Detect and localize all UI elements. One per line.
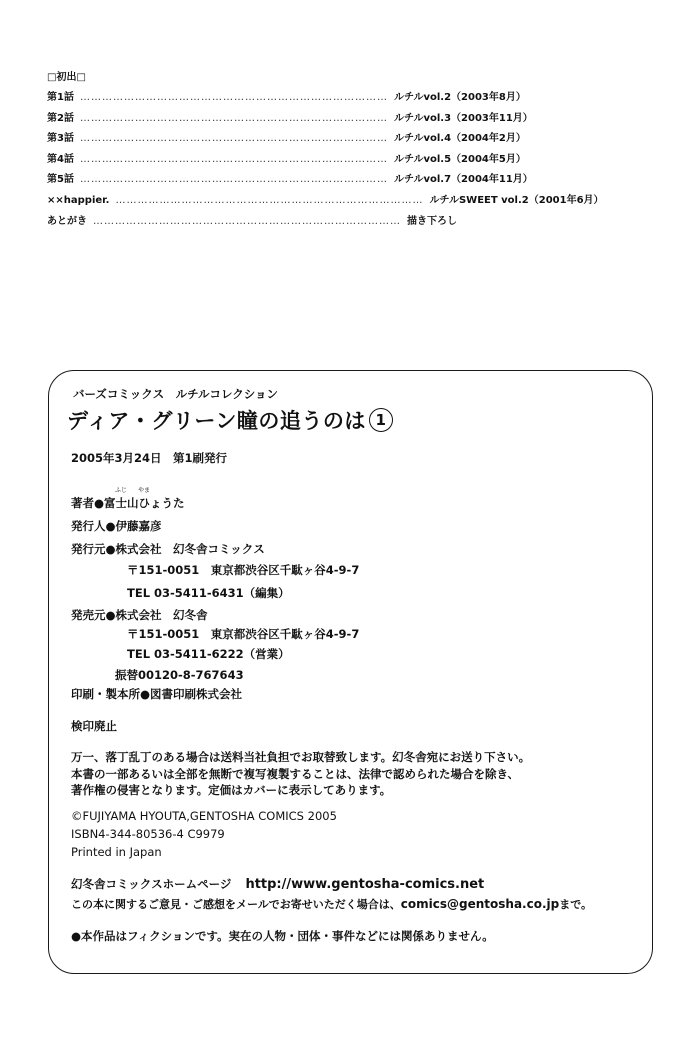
first-publication-row bbox=[47, 212, 457, 233]
opinion-email[interactable]: comics@gentosha.co.jp bbox=[400, 897, 560, 911]
notice-line-3: 著作権の侵害となります。定価はカバーに表示してあります。 bbox=[71, 783, 392, 797]
copyright: ©FUJIYAMA HYOUTA,GENTOSHA COMICS 2005 bbox=[71, 809, 337, 823]
opinion-suffix: まで。 bbox=[559, 898, 593, 911]
publisher-person: 発行人●伊藤嘉彦 bbox=[71, 519, 162, 533]
leader-dots: ………………………………………………………………………… bbox=[79, 92, 388, 103]
chapter-name: 第5話 bbox=[47, 174, 74, 186]
first-publication-rows bbox=[47, 88, 604, 232]
no-seal: 検印廃止 bbox=[71, 719, 117, 733]
homepage-label: 幻冬舎コミックスホームページ bbox=[71, 877, 232, 891]
first-publication-row bbox=[47, 88, 526, 109]
leader-dots: ………………………………………………………………………… bbox=[115, 194, 424, 206]
distributor: 発売元●株式会社 幻冬舎 bbox=[71, 608, 208, 622]
publisher-tel: TEL 03-5411-6431（編集） bbox=[127, 586, 290, 600]
colophon-box bbox=[48, 370, 653, 974]
author-name: 富士山ひょうた bbox=[104, 496, 185, 510]
fiction-notice: ●本作品はフィクションです。実在の人物・団体・事件などには関係ありません。 bbox=[71, 929, 494, 943]
isbn: ISBN4-344-80536-4 C9979 bbox=[71, 827, 225, 841]
homepage-line bbox=[71, 877, 484, 892]
first-publication-title: □初出□ bbox=[47, 72, 86, 83]
chapter-source: ルチルvol.4（2004年2月） bbox=[393, 133, 526, 145]
book-title-text: ディア・グリーン瞳の追うのは bbox=[67, 409, 366, 433]
chapter-name: 第2話 bbox=[47, 112, 74, 124]
first-publication-row bbox=[47, 191, 604, 212]
chapter-source: ルチルvol.7（2004年11月） bbox=[393, 174, 533, 186]
book-title bbox=[67, 407, 393, 435]
notice-line-1: 万一、落丁乱丁のある場合は送料当社負担でお取替致します。幻冬舎宛にお送り下さい。 bbox=[71, 750, 531, 764]
chapter-name: 第4話 bbox=[47, 153, 74, 165]
leader-dots: ………………………………………………………………………… bbox=[79, 112, 388, 124]
first-publication-list bbox=[47, 68, 604, 232]
author-ruby-fuji: ふじ bbox=[115, 487, 128, 494]
printed-in: Printed in Japan bbox=[71, 845, 162, 859]
chapter-source: ルチルvol.3（2003年11月） bbox=[393, 112, 533, 124]
first-publication-row bbox=[47, 170, 533, 191]
leader-dots: ………………………………………………………………………… bbox=[79, 133, 388, 145]
publish-date: 2005年3月24日 第1刷発行 bbox=[71, 451, 228, 465]
author-ruby-yama: やま bbox=[138, 487, 151, 494]
chapter-source: 描き下ろし bbox=[407, 215, 457, 227]
leader-dots: ………………………………………………………………………… bbox=[79, 174, 388, 186]
chapter-name: ××happier. bbox=[47, 194, 110, 206]
chapter-name: 第1話 bbox=[47, 92, 74, 103]
distributor-tel: TEL 03-5411-6222（営業） bbox=[127, 647, 290, 661]
notice-line-2: 本書の一部あるいは全部を無断で複写複製することは、法律で認められた場合を除き、 bbox=[71, 767, 520, 781]
author-line bbox=[71, 487, 185, 511]
publisher: 発行元●株式会社 幻冬舎コミックス bbox=[71, 542, 265, 556]
first-publication-row bbox=[47, 150, 526, 171]
chapter-source: ルチルvol.2（2003年8月） bbox=[393, 92, 526, 103]
first-publication-row bbox=[47, 109, 533, 130]
distributor-address: 〒151-0051 東京都渋谷区千駄ヶ谷4-9-7 bbox=[127, 627, 360, 641]
first-publication-row bbox=[47, 129, 526, 150]
chapter-source: ルチルvol.5（2004年5月） bbox=[393, 153, 526, 165]
homepage-url[interactable]: http://www.gentosha-comics.net bbox=[245, 877, 485, 892]
chapter-source: ルチルSWEET vol.2（2001年6月） bbox=[429, 194, 604, 206]
series-name: バーズコミックス ルチルコレクション bbox=[73, 387, 279, 401]
leader-dots: ………………………………………………………………………… bbox=[79, 153, 388, 165]
chapter-name: 第3話 bbox=[47, 133, 74, 145]
opinion-text: この本に関するご意見・ご感想をメールでお寄せいただく場合は、 bbox=[71, 898, 401, 911]
author-label: 著者● bbox=[71, 496, 105, 510]
opinion-line bbox=[71, 897, 592, 912]
transfer-account: 振替00120-8-767643 bbox=[115, 668, 244, 682]
chapter-name: あとがき bbox=[47, 215, 87, 227]
printer: 印刷・製本所●図書印刷株式会社 bbox=[71, 687, 243, 701]
leader-dots: ………………………………………………………………………… bbox=[93, 215, 401, 227]
volume-number: 1 bbox=[369, 408, 393, 432]
publisher-address: 〒151-0051 東京都渋谷区千駄ヶ谷4-9-7 bbox=[127, 563, 360, 577]
